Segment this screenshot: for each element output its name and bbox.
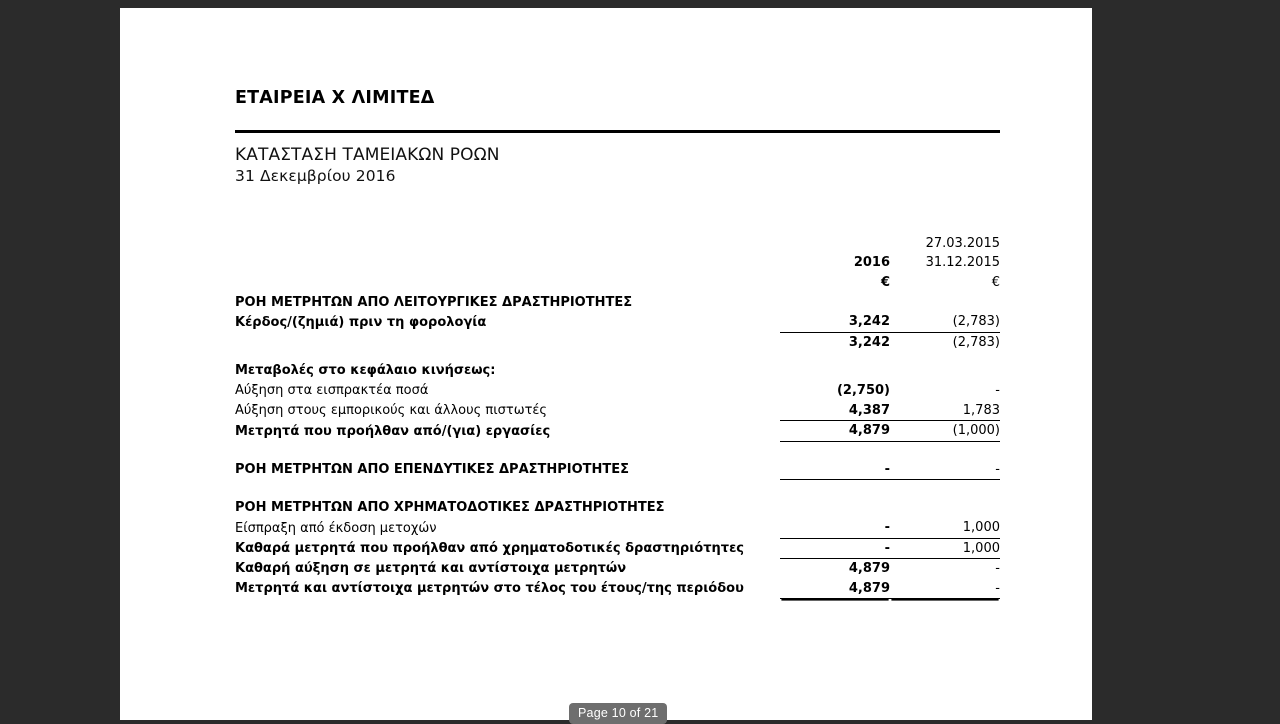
row-spacer (235, 352, 1000, 361)
cash-flow-table (235, 234, 1000, 600)
company-name: ΕΤΑΙΡΕΙΑ Χ ΛΙΜΙΤΕΔ (235, 88, 435, 108)
row-col1: (2,750) (836, 383, 890, 399)
row-col2: (2,783) (952, 334, 1000, 350)
row-col2: (1,000) (890, 421, 1000, 442)
row-spacer (235, 441, 1000, 460)
row-col1: 4,879 (848, 561, 890, 577)
row-col2 (890, 498, 1000, 518)
table-header-row-currency (235, 273, 1000, 293)
statement-title: ΚΑΤΑΣΤΑΣΗ ΤΑΜΕΙΑΚΩΝ ΡΟΩΝ (235, 145, 500, 165)
document-content (235, 88, 1000, 599)
row-col1: - (780, 538, 890, 559)
row-label: Μετρητά που προήλθαν από/(για) εργασίες (235, 423, 551, 439)
row-col2: 1,000 (890, 518, 1000, 538)
header-col1-currency: € (880, 275, 890, 291)
table-row (235, 312, 1000, 332)
row-label: Μεταβολές στο κεφάλαιο κινήσεως: (235, 363, 496, 379)
table-row (235, 381, 1000, 401)
row-col1: 3,242 (780, 312, 890, 332)
row-label: ΡΟΗ ΜΕΤΡΗΤΩΝ ΑΠΟ ΛΕΙΤΟΥΡΓΙΚΕΣ ΔΡΑΣΤΗΡΙΟΤΗΤΕΣ (235, 294, 633, 310)
row-label: Καθαρά μετρητά που προήλθαν από χρηματοδοτικές δραστηριότητες (235, 541, 745, 557)
header-spacer-2 (235, 253, 780, 273)
header-col1-line2: 2016 (853, 255, 890, 271)
row-col1: 4,879 (780, 421, 890, 442)
row-col1 (780, 498, 890, 518)
row-label (235, 332, 780, 352)
table-row (235, 518, 1000, 538)
table-row (235, 579, 1000, 599)
table-row (235, 559, 1000, 579)
table-row (235, 498, 1000, 518)
row-col2: - (890, 579, 1000, 599)
row-col2: 1,783 (890, 401, 1000, 421)
header-col2-currency: € (991, 275, 1000, 291)
table-row (235, 538, 1000, 559)
row-col1 (780, 361, 890, 381)
header-col2-line2: 31.12.2015 (925, 255, 1000, 271)
row-label: Μετρητά και αντίστοιχα μετρητών στο τέλος του έτους/της περιόδου (235, 581, 744, 597)
row-col1: 4,387 (780, 401, 890, 421)
row-label: Αύξηση στα εισπρακτέα ποσά (235, 383, 429, 399)
row-col2: 1,000 (890, 538, 1000, 559)
table-row (235, 361, 1000, 381)
header-spacer-3 (235, 273, 780, 293)
row-spacer (235, 480, 1000, 499)
row-label: Είσπραξη από έκδοση μετοχών (235, 520, 437, 536)
statement-date: 31 Δεκεμβρίου 2016 (235, 167, 396, 186)
table-row (235, 332, 1000, 352)
row-col1: 3,242 (848, 334, 890, 350)
header-col1-line1 (780, 234, 890, 254)
row-col2: - (995, 561, 1000, 577)
row-label: Καθαρή αύξηση σε μετρητά και αντίστοιχα μετρητών (235, 561, 627, 577)
table-row (235, 401, 1000, 421)
row-label: Κέρδος/(ζημιά) πριν τη φορολογία (235, 314, 487, 330)
table-row (235, 421, 1000, 442)
table-header-row-dates-bottom (235, 253, 1000, 273)
row-label: ΡΟΗ ΜΕΤΡΗΤΩΝ ΑΠΟ ΕΠΕΝΔΥΤΙΚΕΣ ΔΡΑΣΤΗΡΙΟΤΗΤΕΣ (235, 462, 630, 478)
row-col1: - (780, 518, 890, 538)
table-header-row-dates-top (235, 234, 1000, 254)
row-col1: 4,879 (780, 579, 890, 599)
page-indicator: Page 10 of 21 (569, 703, 667, 724)
pdf-page-sheet (120, 8, 1092, 720)
row-col1 (780, 293, 890, 313)
table-row (235, 460, 1000, 480)
table-row (235, 293, 1000, 313)
row-col2 (890, 293, 1000, 313)
row-col2: - (890, 460, 1000, 480)
header-divider (235, 130, 1000, 133)
row-col2: (2,783) (890, 312, 1000, 332)
row-col1: - (780, 460, 890, 480)
row-label: ΡΟΗ ΜΕΤΡΗΤΩΝ ΑΠΟ ΧΡΗΜΑΤΟΔΟΤΙΚΕΣ ΔΡΑΣΤΗΡΙΟΤΗΤΕΣ (235, 500, 665, 516)
row-label: Αύξηση στους εμπορικούς και άλλους πιστωτές (235, 403, 548, 419)
header-col2-line1: 27.03.2015 (925, 235, 1000, 251)
row-col2: - (995, 383, 1000, 399)
row-col2 (890, 361, 1000, 381)
header-spacer (235, 234, 780, 254)
